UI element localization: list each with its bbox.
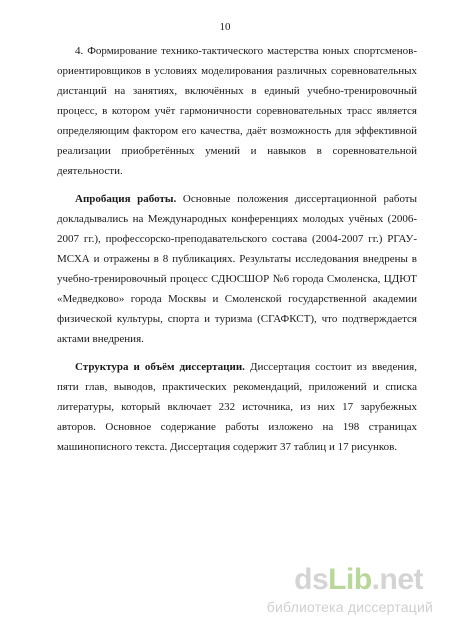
paragraph-structure: [57, 357, 417, 457]
paragraph-lead: Структура и объём диссертации.: [75, 361, 245, 373]
paragraph-approbation: [57, 189, 417, 349]
page-number: 10: [219, 21, 231, 33]
paragraph-text: Основные положения диссертационной работы докладывались на Международных конференциях молодых учёных (2006-2007 гг.), профессорско-преподавательского состава (2004-2007 гг.) РГАУ-МСХА и отражены в 8 публикациях. Результаты исследования внедрены в учебно-тренировочный процесс СДЮСШОР №6 города Смоленска, ЦДЮТ «Медведково» города Москвы и Смоленской государственной академии физической культуры, спорта и туризма (СГАФКСТ), что подтверждается актами внедрения.: [57, 193, 417, 345]
watermark-logo-prefix: ds: [294, 563, 329, 596]
document-body: [57, 41, 417, 461]
watermark-logo: [294, 563, 423, 597]
paragraph-text: 4. Формирование технико-тактического мастерства юных спортсменов-ориентировщиков в условиях моделирования различных соревновательных дистанций на занятиях, включённых в единый учебно-тренировочный процесс, в котором учёт гармоничности соревновательных трасс является определяющим фактором его качества, даёт возможность для эффективной реализации приобретённых умений и навыков в соревновательной деятельности.: [57, 45, 417, 177]
watermark: [0, 563, 450, 619]
watermark-logo-lib: Lib: [328, 563, 372, 596]
paragraph-conclusion-4: [57, 41, 417, 181]
watermark-logo-suffix: .net: [371, 563, 423, 596]
watermark-subtitle: библиотека диссертаций: [266, 599, 433, 615]
paragraph-text: Диссертация состоит из введения, пяти глав, выводов, практических рекомендаций, приложений и списка литературы, который включает 232 источника, из них 17 зарубежных авторов. Основное содержание работы изложено на 198 страницах машинописного текста. Диссертация содержит 37 таблиц и 17 рисунков.: [57, 361, 417, 453]
paragraph-lead: Апробация работы.: [75, 193, 177, 205]
